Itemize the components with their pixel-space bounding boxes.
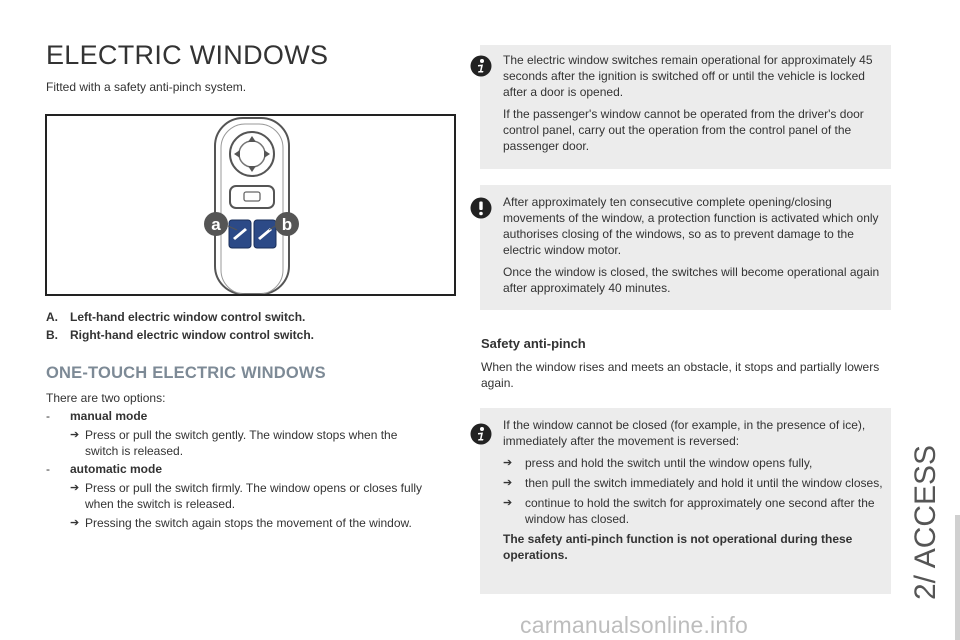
- arrow-bullet-icon: ➔: [503, 457, 513, 469]
- list-item: ➔ continue to hold the switch for approximately one second after the window has closed.: [503, 496, 875, 526]
- chapter-tab-bar: [955, 515, 960, 640]
- warning-paragraph: Once the window is closed, the switches will become operational again after approximately 40 minutes.: [503, 265, 880, 295]
- info-paragraph: If the window cannot be closed (for example, in the presence of ice), immediately after the movement is reversed:: [503, 418, 866, 448]
- arrow-bullet-icon: ➔: [70, 429, 80, 441]
- chapter-label-wrap: [906, 440, 946, 600]
- automatic-mode-instruction-line1: Press or pull the switch firmly. The window opens or closes fully: [85, 481, 423, 495]
- caption-text: Right-hand electric window control switch.: [70, 328, 315, 342]
- section-heading: ONE-TOUCH ELECTRIC WINDOWS: [46, 364, 326, 382]
- caption-text: Left-hand electric window control switch.: [70, 310, 306, 324]
- arrow-bullet-icon: ➔: [503, 497, 513, 509]
- manual-mode-label: manual mode: [70, 409, 148, 423]
- automatic-mode-stop-instruction: Pressing the switch again stops the movement of the window.: [85, 516, 412, 530]
- warning-box-text: [503, 194, 885, 302]
- info-paragraph: The electric window switches remain operational for approximately 45 seconds after the ignition is switched off or until the vehicle is locked after a door is opened.: [503, 53, 873, 99]
- caption-b: [46, 328, 314, 342]
- manual-mode-instruction-line2: switch is released.: [85, 444, 184, 458]
- info-box-anti-pinch-text: [503, 417, 885, 569]
- chapter-label: 2/ ACCESS: [909, 444, 942, 600]
- list-item: ➔ then pull the switch immediately and hold it until the window closes,: [503, 476, 883, 490]
- options-intro: There are two options:: [46, 391, 166, 405]
- figure-label-b: b: [281, 215, 293, 234]
- warning-exclamation-icon: [470, 197, 492, 219]
- window-switch-illustration: [47, 116, 454, 294]
- safety-anti-pinch-heading: Safety anti-pinch: [481, 336, 586, 351]
- list-item: ➔ press and hold the switch until the window opens fully,: [503, 456, 813, 470]
- arrow-bullet-icon: ➔: [70, 517, 80, 529]
- info-icon: [470, 423, 492, 445]
- automatic-mode-label: automatic mode: [70, 462, 163, 476]
- caption-key: A.: [46, 310, 58, 324]
- dash-bullet: -: [46, 409, 50, 423]
- dash-bullet: -: [46, 462, 50, 476]
- caption-a: [46, 310, 305, 324]
- caption-key: B.: [46, 328, 58, 342]
- page-subtitle: Fitted with a safety anti-pinch system.: [46, 80, 247, 94]
- info-icon: [470, 55, 492, 77]
- info-box-operation-text: [503, 52, 885, 160]
- manual-mode-instruction-line1: Press or pull the switch gently. The window stops when the: [85, 428, 398, 442]
- watermark: carmanualsonline.info: [520, 612, 748, 638]
- automatic-mode-instruction-line2: when the switch is released.: [85, 497, 236, 511]
- arrow-bullet-icon: ➔: [70, 482, 80, 494]
- warning-paragraph: After approximately ten consecutive complete opening/closing movements of the window, a protection function is activated which only authorises closing of the windows, so as to prevent damage to the electric window motor.: [503, 195, 879, 257]
- info-paragraph: If the passenger's window cannot be operated from the driver's door control panel, carry out the operation from the control panel of the passenger door.: [503, 107, 864, 153]
- figure-label-a: a: [211, 215, 221, 234]
- page-title: ELECTRIC WINDOWS: [46, 40, 329, 70]
- safety-anti-pinch-text: When the window rises and meets an obstacle, it stops and partially lowers again.: [481, 360, 880, 390]
- switch-panel-figure: [45, 114, 456, 296]
- arrow-bullet-icon: ➔: [503, 477, 513, 489]
- anti-pinch-note: The safety anti-pinch function is not operational during these operations.: [503, 532, 853, 562]
